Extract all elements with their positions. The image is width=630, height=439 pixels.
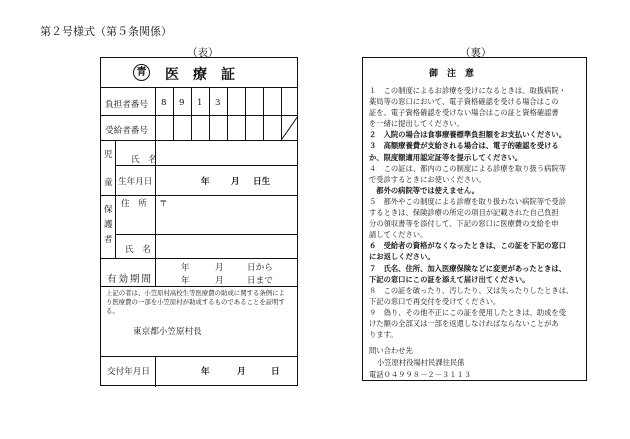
notice-line: するときは、保険診療の所定の項目が記載された自己負担 (369, 208, 559, 218)
period-from-month: 月 (215, 263, 224, 273)
payer-digit: 9 (179, 98, 185, 108)
notice-line: ４ この証は、都内のこの制度による診療を取り扱う病院等 (369, 163, 567, 173)
notice-line: ５ 都外やこの制度による診療を取り扱わない病院等で受診 (369, 196, 567, 206)
birth-date-label: 生年月日 (118, 177, 153, 187)
notice-line: で受診するときにお使いください。 (369, 174, 486, 184)
issue-date-label: 交付年月日 (107, 367, 150, 377)
certification-line: 上記の者は、小笠原村高校生等医療費の助成に関する条例によ (106, 289, 285, 297)
address-label: 住 所 (121, 199, 147, 209)
notice-line: ります。 (369, 330, 398, 340)
guardian-label-char: 者 (104, 235, 113, 245)
period-to-year: 年 (181, 276, 190, 286)
certification-line: り医療費の一部を小笠原村が助成するものであることを証明す (106, 298, 285, 306)
front-card (100, 57, 298, 386)
notice-line: ８ この証を破ったり、汚したり、又は失ったりしたときは、 (369, 285, 574, 295)
guardian-label-char: 護 (104, 220, 113, 230)
contact-phone: 電話０４９９８－２－３１１３ (369, 370, 472, 379)
contact-heading: 問い合わせ先 (369, 346, 413, 355)
child-label-char: 童 (104, 178, 113, 188)
issue-day-unit: 日 (271, 367, 280, 377)
period-to-day: 日まで (247, 276, 273, 286)
notice-line: ２ 入院の場合は食事療養標準負担額をお支払いください。 (369, 130, 567, 140)
recipient-number-label: 受給者番号 (105, 126, 148, 136)
payer-digit: 3 (215, 98, 221, 108)
notice-title: 御 注 意 (429, 69, 475, 79)
issuer-name: 東京都小笠原村長 (133, 327, 202, 337)
back-card (362, 57, 587, 381)
back-side-label: （裏） (460, 47, 492, 59)
recipient-check-slash (281, 115, 299, 140)
notice-line: ３ 高額療養費が支給される場合は、電子的確認を受ける (369, 141, 559, 151)
notice-line: ９ 偽り、その他不正にこの証を使用したときは、助成を受 (369, 307, 567, 317)
guardian-label-char: 保 (104, 205, 113, 215)
contact-office: 小笠原村役場村民課住民係 (377, 358, 465, 367)
payer-digit: 8 (161, 98, 167, 108)
notice-line: か、限度額適用認定証等を提示してください。 (369, 152, 523, 162)
period-from-year: 年 (181, 263, 190, 273)
notice-line: けた額の全部又は一部を返還しなければならないことがあ (369, 318, 559, 328)
notice-line: 分の領収書等を添付して、下記の窓口に医療費の支給を申 (369, 219, 559, 229)
notice-line: ７ 氏名、住所、加入医療保険などに変更があったときは、 (369, 263, 566, 273)
seal-mark: 青 (133, 64, 150, 81)
child-label-char: 児 (104, 150, 113, 160)
guardian-name-label: 氏 名 (125, 245, 151, 255)
birth-month-unit: 月 (231, 177, 240, 187)
notice-line: ６ 受給者の資格がなくなったときは、この証を下記の窓口 (369, 241, 567, 251)
notice-line: 都外の病院等では使えません。 (369, 185, 479, 195)
payer-number-label: 負担者番号 (105, 100, 148, 110)
payer-digit: 1 (197, 98, 203, 108)
postal-mark: 〒 (159, 199, 168, 209)
notice-list (369, 85, 581, 340)
birth-year-unit: 年 (201, 177, 210, 187)
period-from-day: 日から (247, 263, 273, 273)
issue-month-unit: 月 (237, 367, 246, 377)
certification-line: る。 (106, 307, 119, 315)
notice-line: １ この制度によるお診療を受けになるときは、取扱病院・ (369, 86, 567, 95)
notice-line: 薬局等の窓口において、電子資格確認を受ける場合はこの (369, 97, 559, 107)
card-title: 医療証 (165, 67, 249, 83)
notice-line: を一緒に提出してください。 (369, 119, 464, 129)
notice-line: 証を、電子資格確認を受けない場合はこの証と資格確認書 (369, 108, 559, 118)
notice-line: にお返しください。 (369, 252, 435, 262)
validity-period-label: 有効期間 (107, 274, 154, 285)
notice-line: 請してください。 (369, 230, 428, 240)
notice-line: 下記の窓口で再交付を受けてください。 (369, 296, 501, 306)
birth-day-unit: 日生 (253, 177, 271, 187)
period-to-month: 月 (215, 276, 224, 286)
child-name-label: 氏 名 (131, 155, 157, 165)
issue-year-unit: 年 (201, 367, 210, 377)
form-number: 第２号様式（第５条関係） (40, 25, 172, 38)
front-side-label: （表） (187, 47, 219, 59)
notice-line: 下記の窓口にこの証を添えて届け出てください。 (369, 274, 530, 284)
